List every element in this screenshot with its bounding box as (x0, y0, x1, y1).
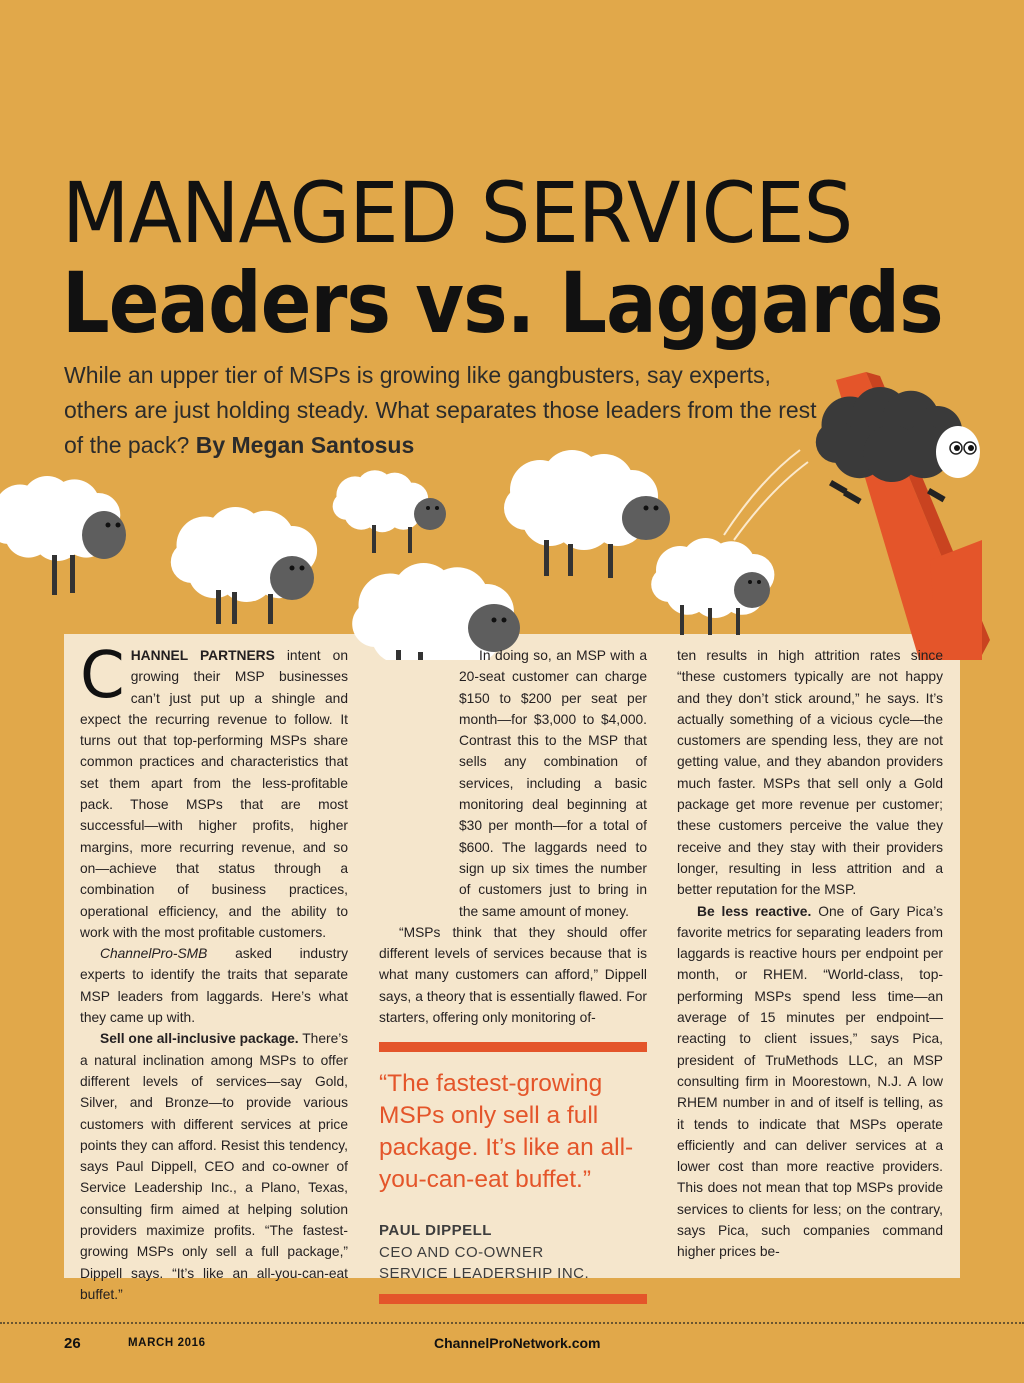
headline-line-2: Leaders vs. Laggards (62, 254, 943, 352)
paragraph (80, 639, 348, 943)
headline-line-1: MANAGED SERVICES (62, 164, 853, 262)
motion-lines-icon (724, 450, 808, 540)
subhead-runin: Be less reactive. (697, 903, 812, 919)
paragraph (80, 943, 348, 1028)
drop-cap: C (80, 639, 125, 713)
paragraph (80, 1028, 348, 1305)
footer-divider (0, 1322, 1024, 1324)
paragraph: In doing so, an MSP with a 20-seat customer can charge $150 to $200 per seat per month—for $3,000 to $4,000. Contrast this to the MSP that sells any combination of services, including a basic monitoring deal beginning at $30 per month—for a total of $600. The laggards need to sign up six times the number of customers just to bring in the same amount of money. (459, 648, 647, 919)
pull-quote: “The fastest-growing MSPs only sell a full package. It’s like an all-you-can-eat buffet.” (379, 1070, 634, 1194)
page-number: 26 (64, 1335, 81, 1352)
publication-name: ChannelPro-SMB (100, 946, 208, 962)
subhead-runin: Sell one all-inclusive package. (100, 1031, 299, 1047)
paragraph-text: intent on growing their MSP businesses can’t just put up a shingle and expect the recurring revenue to follow. It turns out that top-performing MSPs share common practices and characteristics that set them apart from the less-profitable pack. Those MSPs that are most successful—with higher profits, higher margins, more recurring revenue, and so on—achieve that status through a combination of business practices, operational efficiency, and the ability to work with the most profitable customers. (80, 648, 348, 940)
dek-text: While an upper tier of MSPs is growing like gangbusters, say experts, others are just holding steady. What separates those leaders from the rest of the pack? (64, 362, 817, 458)
byline: By Megan Santosus (195, 432, 415, 458)
pull-quote-attribution-name: PAUL DIPPELL (379, 1222, 492, 1240)
paragraph-text: asked industry experts to identify the traits that separate MSP leaders from laggards. Here’s what they came up with. (80, 946, 348, 1026)
issue-date: MARCH 2016 (128, 1337, 206, 1349)
paragraph-text: One of Gary Pica’s favorite metrics for separating leaders from laggards is reactive hours per endpoint per month, or RHEM. “World-class, top-performing MSPs spend less time—an average of 15 minutes per endpoint—reacting to client issues,” says Pica, president of TruMethods LLC, an MSP consulting firm in Moorestown, N.J. A low RHEM number in and of itself is telling, as it tends to indicate that MSPs operate efficiently and can deliver services at a lower cost than more reactive providers. This does not mean that top MSPs provide services to clients for less; on the contrary, says Pica, such companies command higher prices be- (677, 903, 943, 1260)
paragraph (677, 901, 943, 1263)
white-sheep-icon (333, 470, 446, 553)
white-sheep-icon (651, 538, 774, 635)
paragraph: ten results in high attrition rates since “these customers typically are not happy and they don’t stick around,” he says. It’s actually something of a vicious cycle—the customers are spending less, they are not getting value, and they abandon providers much faster. MSPs that sell only a Gold package get more revenue per customer; these customers perceive the value they receive and they stay with their providers longer, resulting in less attrition and a better reputation for the MSP. (677, 648, 943, 898)
white-sheep-icon (504, 450, 670, 578)
pull-quote-rule-bottom (379, 1294, 647, 1304)
paragraph: “MSPs think that they should offer different levels of services because that is what many customers can afford,” Dippell says, a theory that is essentially flawed. For starters, offering only monitoring of- (379, 924, 647, 1026)
white-sheep-icon (0, 476, 126, 595)
white-sheep-icon (171, 507, 317, 624)
site-url: ChannelProNetwork.com (434, 1335, 601, 1351)
lead-caps: HANNEL PARTNERS (130, 648, 275, 663)
pull-quote-rule-top (379, 1042, 647, 1052)
pull-quote-attribution-title: CEO AND CO-OWNER (379, 1243, 544, 1261)
article-column-2 (379, 645, 647, 1304)
article-column-3 (677, 645, 943, 1263)
pull-quote-attribution-company: SERVICE LEADERSHIP INC. (379, 1264, 590, 1282)
sheep-illustration (0, 360, 1024, 660)
article-column-1 (80, 639, 349, 1305)
paragraph-text: There’s a natural inclination among MSPs to offer different levels of services—say Gold, Silver, and Bronze—to provide various customers with different services at price points they can afford. Resist this tendency, says Paul Dippell, CEO and co-owner of Service Leadership Inc., a Plano, Texas, consulting firm aimed at helping solution providers maximize profits. “The fastest-growing MSPs only sell a full package,” Dippell says. “It’s like an all-you-can-eat buffet.” (80, 1031, 349, 1302)
